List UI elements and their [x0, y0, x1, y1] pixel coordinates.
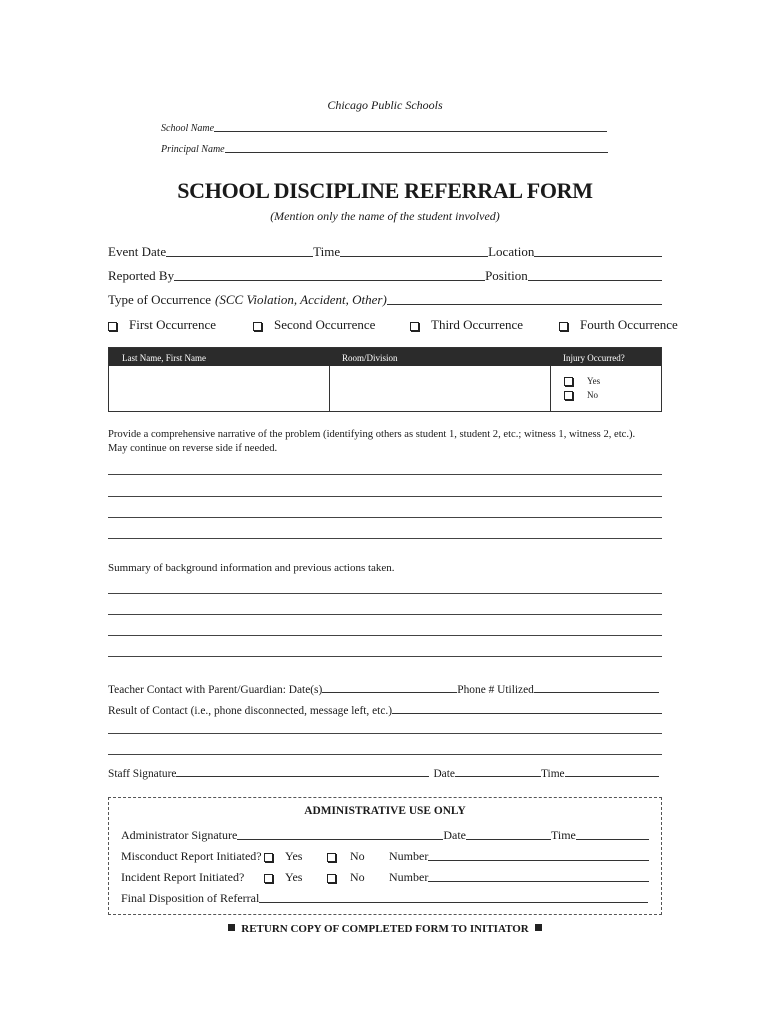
result-of-contact-row — [108, 699, 662, 717]
checkbox-icon[interactable] — [264, 874, 273, 883]
occurrence-first-label: First Occurrence — [129, 317, 216, 332]
occurrence-second[interactable] — [253, 317, 375, 333]
location-label: Location — [488, 244, 535, 259]
square-bullet-icon — [228, 924, 235, 931]
signature-time-field[interactable] — [565, 775, 659, 777]
contact-dates-field[interactable] — [322, 691, 457, 693]
district-name: Chicago Public Schools — [327, 98, 443, 112]
header-room: Room/Division — [342, 353, 398, 363]
admin-date-label: Date — [443, 828, 466, 842]
principal-name-field[interactable] — [225, 151, 608, 153]
position-label: Position — [485, 268, 528, 283]
incident-number-field[interactable] — [428, 880, 649, 882]
summary-line[interactable] — [108, 656, 662, 657]
teacher-contact-label: Teacher Contact with Parent/Guardian: Date(s) — [108, 684, 323, 696]
checkbox-icon[interactable] — [264, 853, 273, 862]
summary-line[interactable] — [108, 635, 662, 636]
checkbox-icon[interactable] — [564, 391, 573, 400]
header-name: Last Name, First Name — [122, 353, 206, 363]
admin-date-field[interactable] — [466, 838, 551, 840]
incident-report-row — [121, 867, 649, 885]
principal-name-row — [161, 143, 608, 155]
admin-heading: ADMINISTRATIVE USE ONLY — [304, 805, 466, 817]
occurrence-type-hint: (SCC Violation, Accident, Other) — [215, 292, 387, 307]
misconduct-number-field[interactable] — [428, 859, 649, 861]
form-subtitle: (Mention only the name of the student involved) — [270, 209, 500, 223]
location-field[interactable] — [534, 255, 662, 257]
event-date-field[interactable] — [166, 255, 313, 257]
reported-by-field[interactable] — [174, 279, 485, 281]
incident-yes-label: Yes — [285, 870, 303, 884]
footer-instruction — [0, 923, 770, 935]
occurrence-first[interactable] — [108, 317, 216, 333]
staff-signature-field[interactable] — [176, 775, 429, 777]
signature-time-label: Time — [540, 768, 565, 780]
incident-no-label: No — [350, 870, 365, 884]
square-bullet-icon — [535, 924, 542, 931]
form-title: SCHOOL DISCIPLINE REFERRAL FORM — [177, 178, 593, 203]
reported-by-label: Reported By — [108, 268, 175, 283]
result-of-contact-field[interactable] — [392, 712, 662, 714]
header-injury: Injury Occurred? — [563, 353, 625, 363]
occurrence-third[interactable] — [410, 317, 523, 333]
admin-signature-row — [121, 825, 649, 843]
injury-yes-label: Yes — [587, 376, 601, 386]
checkbox-icon[interactable] — [564, 377, 573, 386]
school-name-row — [161, 122, 607, 134]
footer-text: RETURN COPY OF COMPLETED FORM TO INITIATOR — [241, 923, 529, 935]
phone-utilized-field[interactable] — [534, 691, 659, 693]
narrative-prompt-line-1: Provide a comprehensive narrative of the problem (identifying others as student 1, student 2, etc.; witness 1, witness 2, etc.). — [108, 429, 636, 440]
administrator-signature-field[interactable] — [237, 838, 443, 840]
misconduct-report-row — [121, 846, 649, 864]
misconduct-number-label: Number — [389, 849, 429, 863]
incident-no[interactable] — [327, 870, 389, 885]
injury-no[interactable] — [564, 390, 598, 400]
checkbox-icon[interactable] — [559, 322, 568, 331]
narrative-line[interactable] — [108, 517, 662, 518]
incident-report-label: Incident Report Initiated? — [121, 870, 245, 884]
summary-prompt: Summary of background information and previous actions taken. — [108, 562, 395, 574]
final-disposition-row — [121, 888, 648, 906]
narrative-line[interactable] — [108, 474, 662, 475]
injury-yes[interactable] — [564, 376, 600, 386]
occurrence-type-field[interactable] — [387, 303, 662, 305]
signature-date-field[interactable] — [455, 775, 541, 777]
event-date-label: Event Date — [108, 244, 167, 259]
result-of-contact-label: Result of Contact (i.e., phone disconnected, message left, etc.) — [108, 705, 393, 717]
reported-by-row — [108, 266, 662, 284]
occurrence-fourth-label: Fourth Occurrence — [580, 317, 678, 332]
final-disposition-field[interactable] — [259, 901, 648, 903]
administrator-signature-label: Administrator Signature — [121, 828, 238, 842]
admin-time-label: Time — [550, 828, 576, 842]
checkbox-icon[interactable] — [253, 322, 262, 331]
signature-date-label: Date — [433, 768, 455, 780]
narrative-prompt-line-2: May continue on reverse side if needed. — [108, 443, 278, 454]
occurrence-type-row — [108, 290, 662, 308]
misconduct-yes[interactable] — [264, 849, 327, 864]
final-disposition-label: Final Disposition of Referral — [121, 891, 260, 905]
time-label: Time — [313, 244, 341, 259]
event-row — [108, 242, 662, 260]
occurrence-third-label: Third Occurrence — [431, 317, 524, 332]
contact-line[interactable] — [108, 754, 662, 755]
summary-line[interactable] — [108, 593, 662, 594]
school-name-label: School Name — [161, 123, 215, 134]
teacher-contact-row — [108, 678, 659, 696]
incident-number-label: Number — [389, 870, 429, 884]
occurrence-second-label: Second Occurrence — [274, 317, 376, 332]
misconduct-report-label: Misconduct Report Initiated? — [121, 849, 262, 863]
narrative-line[interactable] — [108, 496, 662, 497]
admin-time-field[interactable] — [576, 838, 649, 840]
injury-no-label: No — [587, 390, 598, 400]
contact-line[interactable] — [108, 733, 662, 734]
time-field[interactable] — [340, 255, 488, 257]
checkbox-icon[interactable] — [327, 874, 336, 883]
student-table — [108, 347, 662, 412]
occurrence-fourth[interactable] — [559, 317, 678, 333]
occurrence-type-label: Type of Occurrence — [108, 292, 212, 307]
narrative-line[interactable] — [108, 538, 662, 539]
staff-signature-label: Staff Signature — [108, 768, 177, 780]
school-name-field[interactable] — [214, 130, 607, 132]
student-name-cell[interactable] — [109, 366, 330, 411]
position-field[interactable] — [528, 279, 662, 281]
misconduct-no[interactable] — [327, 849, 389, 864]
phone-utilized-label: Phone # Utilized — [457, 684, 534, 696]
checkbox-icon[interactable] — [108, 322, 117, 331]
staff-signature-row — [108, 762, 659, 780]
checkbox-icon[interactable] — [410, 322, 419, 331]
summary-line[interactable] — [108, 614, 662, 615]
misconduct-yes-label: Yes — [285, 849, 303, 863]
room-division-cell[interactable] — [330, 366, 551, 411]
checkbox-icon[interactable] — [327, 853, 336, 862]
misconduct-no-label: No — [350, 849, 365, 863]
principal-name-label: Principal Name — [161, 144, 225, 155]
student-table-header — [109, 348, 661, 366]
incident-yes[interactable] — [264, 870, 327, 885]
